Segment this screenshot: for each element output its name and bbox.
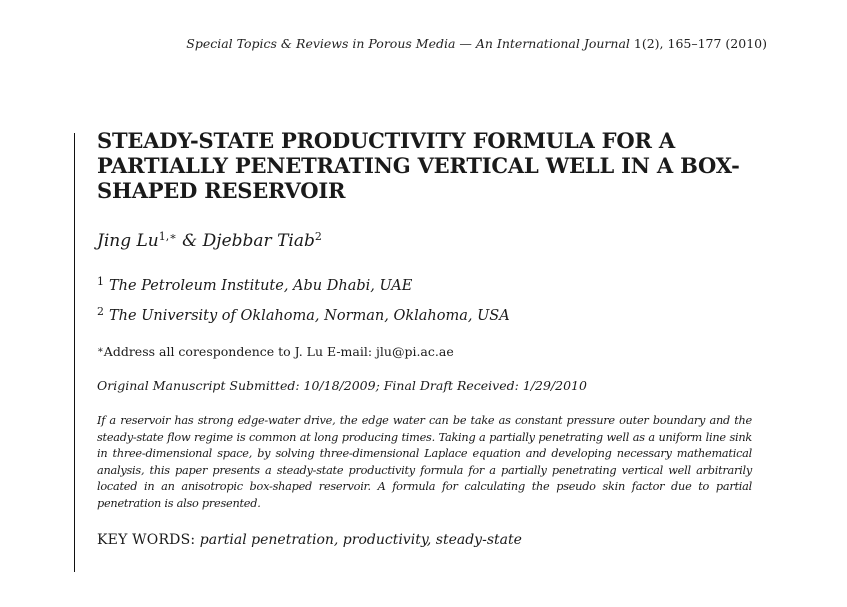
running-head [186, 36, 767, 51]
author-name: Djebbar Tiab [202, 231, 315, 251]
affiliation-item [97, 299, 757, 329]
keywords-label: KEY WORDS: [97, 531, 196, 548]
margin-rule [74, 133, 75, 572]
correspondence-text: Address all corespondence to J. Lu E-mail: jlu@pi.ac.ae [103, 344, 454, 359]
abstract: If a reservoir has strong edge-water drive, the edge water can be take as constant pressure outer boundary and the steady-state flow regime is common at long producing times. Taking a partially penetrating well as a uniform line sink in three-dimensional space, by solving three-dimensional Laplace equation and developing necessary mathematical analysis, this paper presents a steady-state productivity formula for a partially penetrating vertical well arbitrarily located in an anisotropic box-shaped reservoir. A formula for calculating the pseudo skin factor due to partial penetration is also presented. [97, 414, 752, 510]
author-name: Jing Lu [97, 231, 159, 251]
author-connector: & [176, 231, 203, 251]
affiliation-text: The Petroleum Institute, Abu Dhabi, UAE [109, 278, 413, 294]
author-line [97, 230, 757, 251]
affiliation-text: The University of Oklahoma, Norman, Oklahoma, USA [109, 308, 510, 324]
correspondence-marker: ∗ [97, 345, 104, 356]
author-affil-marker: 2 [314, 230, 322, 243]
keywords-list: partial penetration, productivity, steady-state [195, 531, 522, 548]
affiliation-item [97, 269, 757, 299]
paper-title: STEADY-STATE PRODUCTIVITY FORMULA FOR A PARTIALLY PENETRATING VERTICAL WELL IN A BOX-SHAPED RESERVOIR [97, 128, 740, 203]
correspondence-note [97, 344, 757, 359]
journal-citation: 1(2), 165–177 (2010) [629, 36, 767, 51]
author-affil-marker: 1,∗ [158, 230, 177, 243]
manuscript-dates: Original Manuscript Submitted: 10/18/2009; Final Draft Received: 1/29/2010 [97, 378, 587, 393]
affiliation-number: 1 [97, 275, 104, 288]
keywords [97, 532, 757, 548]
journal-name: Special Topics & Reviews in Porous Media — An International Journal [186, 36, 630, 51]
article-front-matter [97, 128, 757, 548]
affiliation-number: 2 [97, 305, 104, 318]
affiliations [97, 269, 757, 329]
